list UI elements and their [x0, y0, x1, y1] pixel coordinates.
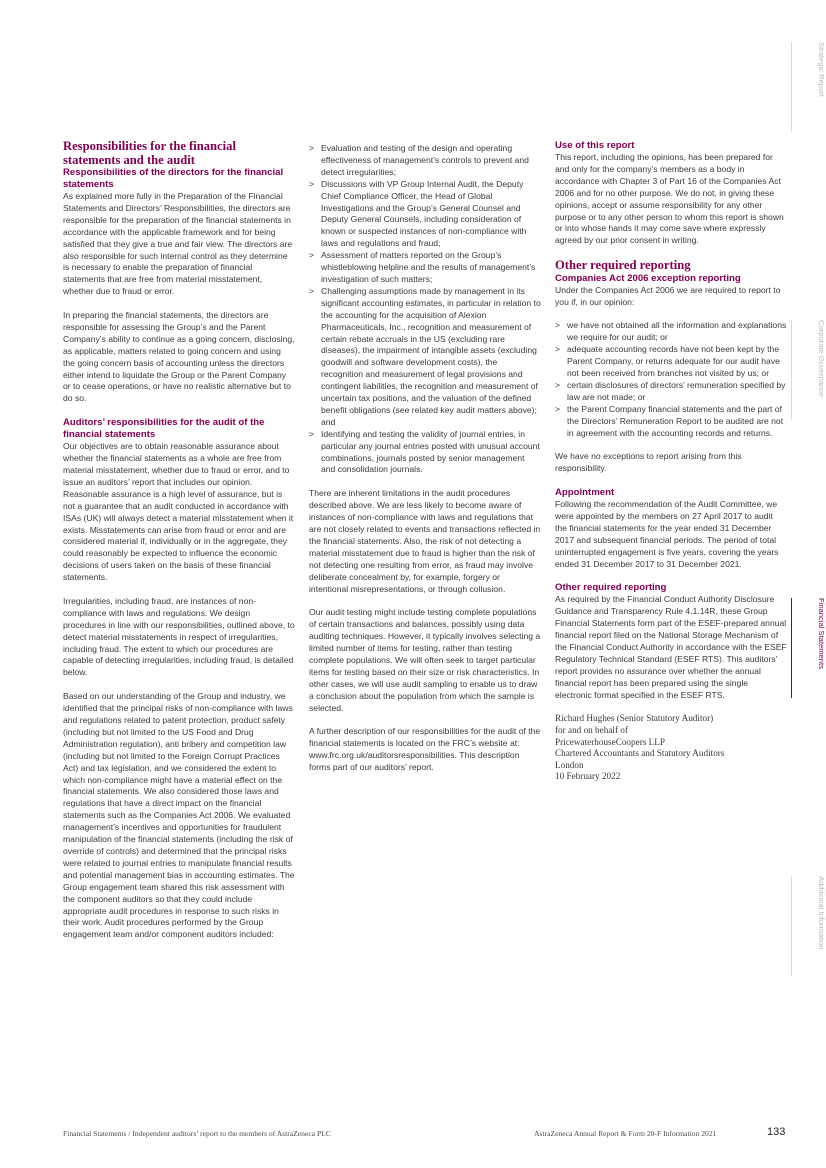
subheading-directors: Responsibilities of the directors for the financial statements	[63, 167, 284, 190]
list-item: > Evaluation and testing of the design and operating effectiveness of management’s controls to prevent and detect irregularities;	[309, 143, 541, 179]
signature-block	[555, 713, 787, 783]
subheading-companies-act: Companies Act 2006 exception reporting	[555, 272, 741, 284]
signatory-for: for and on behalf of	[555, 724, 628, 735]
column-right	[555, 140, 787, 783]
side-tab-corporate-governance[interactable]: Corporate Governance	[791, 320, 826, 420]
exceptions-list	[555, 320, 787, 439]
list-item: > Discussions with VP Group Internal Audit, the Deputy Chief Compliance Officer, the Head of Global Investigations and the Group’s General Counsel and Deputy General Counsels, including consideration of known or suspected instances of non-compliance with laws and regulations and fraud;	[309, 179, 541, 250]
subheading-auditors: Auditors’ responsibilities for the audit of the financial statements	[63, 417, 265, 441]
side-tab-financial-statements[interactable]: Financial Statements	[791, 598, 826, 698]
signatory-name: Richard Hughes (Senior Statutory Auditor)	[555, 713, 714, 724]
side-tab-strategic-report[interactable]: Strategic Report	[791, 42, 826, 132]
paragraph: Irregularities, including fraud, are instances of non-compliance with laws and regulations. We design procedures in line with our responsibilities, outlined above, to detect material misstatements in respect of irregularities, including fraud. The extent to which our procedures are capable of detecting irregularities, including fraud, is detailed below.	[63, 595, 295, 678]
list-item: > adequate accounting records have not been kept by the Parent Company, or returns adequate for our audit have not been received from branches not visited by us; or	[555, 344, 787, 380]
paragraph: Following the recommendation of the Audit Committee, we were appointed by the members on 27 April 2017 to audit the financial statements for the year ended 31 December 2017 and subsequent financial periods. The period of total uninterrupted engagement is five years, covering the years ended 31 December 2017 to 31 December 2021.	[555, 499, 779, 569]
section-heading: Responsibilities for the financial statements and the audit	[63, 139, 236, 167]
signatory-firm: PricewaterhouseCoopers LLP	[555, 736, 665, 747]
paragraph: Under the Companies Act 2006 we are required to report to you if, in our opinion:	[555, 284, 781, 307]
list-item: > certain disclosures of directors’ remuneration specified by law are not made; or	[555, 380, 787, 404]
paragraph: Our audit testing might include testing complete populations of certain transactions and balances, possibly using data auditing techniques. However, it typically involves selecting a limited number of items for testing, rather than testing complete populations. We will often seek to target particular items for testing based on their size or risk characteristics. In other cases, we will use audit sampling to enable us to draw a conclusion about the population from which the sample is selected.	[309, 607, 541, 713]
list-item: > Identifying and testing the validity of journal entries, in particular any journal entries posted with unusual account combinations, journals posted by senior management and consolidation journals.	[309, 429, 541, 477]
footer-left: Financial Statements / Independent auditors’ report to the members of AstraZeneca PLC	[63, 1129, 331, 1138]
section-heading: Other required reporting	[555, 258, 691, 273]
paragraph: As explained more fully in the Preparation of the Financial Statements and Directors’ Responsibilities, the directors are responsible for the preparation of the financial statements in accordance with the applicable framework and for being satisfied that they give a true and fair view. The directors are also responsible for such internal control as they determine is necessary to enable the preparation of financial statements that are free from material misstatement, whether due to fraud or error.	[63, 191, 293, 297]
subheading-appointment: Appointment	[555, 487, 615, 498]
paragraph: A further description of our responsibilities for the audit of the financial statements is located on the FRC’s website at: www.frc.org.uk/auditorsresponsibilities. This description forms part of our auditors’ report.	[309, 726, 541, 773]
footer-right: AstraZeneca Annual Report & Form 20-F Information 2021	[534, 1129, 717, 1138]
signatory-role: Chartered Accountants and Statutory Auditors	[555, 748, 725, 759]
list-item: > the Parent Company financial statements and the part of the Directors’ Remuneration Report to be audited are not in agreement with the accounting records and returns.	[555, 404, 787, 440]
signatory-date: 10 February 2022	[555, 771, 621, 782]
column-left	[63, 140, 295, 953]
page-number: 133	[767, 1126, 786, 1138]
side-tab-additional-information[interactable]: Additional Information	[791, 876, 826, 976]
paragraph: This report, including the opinions, has been prepared for and only for the company’s members as a body in accordance with Chapter 3 of Part 16 of the Companies Act 2006 and for no other purpose. We do not, in giving these opinions, accept or assume responsibility for any other purpose or to any other person to whom this report is shown or into whose hands it may come save where expressly agreed by our prior consent in writing.	[555, 152, 784, 246]
procedures-list	[309, 143, 541, 476]
list-item: > Assessment of matters reported on the Group’s whistleblowing helpline and the results of management’s investigation of such matters;	[309, 250, 541, 286]
signatory-city: London	[555, 759, 584, 770]
paragraph: In preparing the financial statements, the directors are responsible for assessing the Group’s and the Parent Company’s ability to continue as a going concern, disclosing, as applicable, matters related to going concern and using the going concern basis of accounting unless the directors either intend to liquidate the Group or the Parent Company or to cease operations, or have no realistic alternative but to do so.	[63, 310, 295, 404]
paragraph: Our objectives are to obtain reasonable assurance about whether the financial statements as a whole are free from material misstatement, whether due to fraud or error, and to issue an auditors’ report that includes our opinion. Reasonable assurance is a high level of assurance, but is not a guarantee that an audit conducted in accordance with ISAs (UK) will always detect a material misstatement when it exists. Misstatements can arise from fraud or error and are considered material if, individually or in the aggregate, they could reasonably be expected to influence the economic decisions of users taken on the basis of these financial statements.	[63, 441, 294, 583]
list-item: > Challenging assumptions made by management in its significant accounting estimates, in particular in relation to the accounting for the acquisition of Alexion Pharmaceuticals, Inc., recognition and measurement of certain rebate accruals in the US (excluding rare diseases), the impairment of intangible assets (excluding goodwill and software development costs), the recognition and measurement of legal provisions and contingent liabilities, the recognition and measurement of uncertain tax positions, and the valuation of the defined benefit obligations (see related key audit matters above); and	[309, 286, 541, 429]
paragraph: As required by the Financial Conduct Authority Disclosure Guidance and Transparency Rule 4.1.14R, these Group Financial Statements form part of the ESEF-prepared annual financial report filed on the National Storage Mechanism of the Financial Conduct Authority in accordance with the ESEF Regulatory Technical Standard (ESEF RTS). This auditors’ report provides no assurance over whether the annual financial report has been prepared using the single electronic format specified in the ESEF RTS.	[555, 594, 787, 700]
paragraph: Based on our understanding of the Group and industry, we identified that the principal risks of non-compliance with laws and regulations related to patent protection, product safety (including but not limited to the US Food and Drug Administration regulation), anti bribery and competition law (including but not limited to the Foreign Corrupt Practices Act) and tax legislation, and we considered the extent to which non-compliance might have a material effect on the financial statements. We also considered those laws and regulations that have a direct impact on the financial statements such as the Companies Act 2006. We evaluated management’s incentives and opportunities for fraudulent manipulation of the financial statements (including the risk of override of controls) and determined that the principal risks were related to journal entries to manipulate financial results and potential management bias in accounting estimates. The Group engagement team shared this risk assessment with the component auditors so that they could include appropriate audit procedures in response to such risks in their work. Audit procedures performed by the Group engagement team and/or component auditors included:	[63, 691, 295, 940]
paragraph: We have no exceptions to report arising from this responsibility.	[555, 451, 742, 474]
subheading-use: Use of this report	[555, 140, 635, 151]
list-item: > we have not obtained all the information and explanations we require for our audit; or	[555, 320, 787, 344]
column-middle	[309, 143, 541, 786]
paragraph: There are inherent limitations in the audit procedures described above. We are less likely to become aware of instances of non-compliance with laws and regulations that are not closely related to events and transactions reflected in the financial statements. Also, the risk of not detecting a material misstatement due to fraud is higher than the risk of not detecting one resulting from error, as fraud may involve deliberate concealment by, for example, forgery or intentional misrepresentations, or through collusion.	[309, 488, 541, 594]
subheading-other-reporting: Other required reporting	[555, 582, 667, 594]
